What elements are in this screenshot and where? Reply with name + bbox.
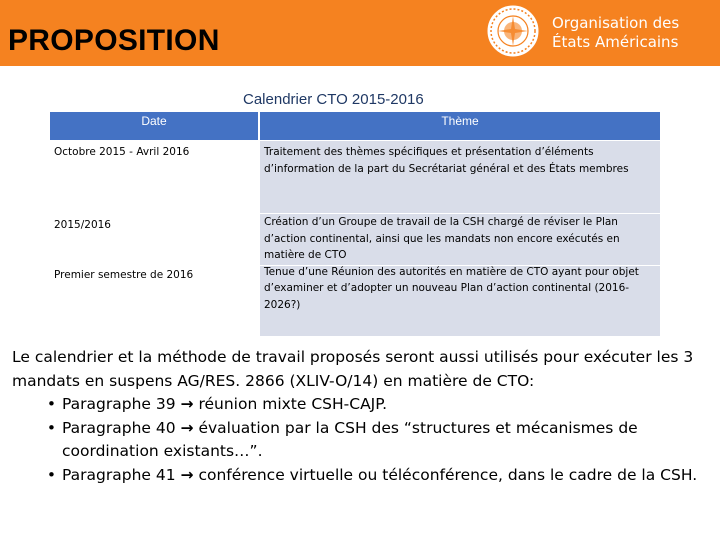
table-cell-theme: Traitement des thèmes spécifiques et présentation d’éléments d’information de la part du Secrétariat général et des États membres — [260, 141, 660, 213]
arrow-right-icon: → — [180, 418, 194, 437]
body-text — [12, 346, 712, 487]
column-header-theme: Thème — [260, 112, 660, 140]
oas-seal-icon — [486, 4, 540, 58]
page-title: PROPOSITION — [8, 24, 220, 57]
column-header-date: Date — [50, 112, 258, 140]
table-cell-date: Octobre 2015 - Avril 2016 — [50, 141, 258, 213]
arrow-right-icon: → — [180, 395, 194, 413]
table-divider — [50, 213, 660, 214]
theme-row3: Tenue d’une Réunion des autorités en matière de CTO ayant pour objet d’examiner et d’adopter un nouveau Plan d’action continental (2016-2026?) — [264, 265, 639, 311]
date-row3: Premier semestre de 2016 — [54, 268, 194, 281]
list-item: • Paragraphe 41 → conférence virtuelle ou téléconférence, dans le cadre de la CSH. — [46, 465, 698, 484]
list-item: • Paragraphe 39 → réunion mixte CSH-CAJP. — [46, 395, 388, 413]
table-divider — [50, 140, 660, 141]
date-row2: 2015/2016 — [54, 219, 111, 231]
list-item: • Paragraphe 40 → évaluation par la CSH des “structures et mécanismes de coordination existants…”. — [46, 418, 638, 460]
organization-name — [552, 14, 679, 52]
table-cell-date — [50, 214, 258, 336]
arrow-right-icon: → — [180, 465, 194, 484]
table-divider — [258, 141, 260, 336]
intro-paragraph: Le calendrier et la méthode de travail proposés seront aussi utilisés pour exécuter les 3 mandats en suspens AG/RES. 2866 (XLIV-O/14) en matière de CTO: — [12, 348, 694, 390]
org-name-line1: Organisation des — [552, 14, 680, 32]
org-name-line2: États Américains — [552, 33, 679, 51]
table-cell-theme — [260, 214, 660, 336]
calendar-title: Calendrier CTO 2015-2016 — [243, 91, 424, 108]
table-divider — [260, 265, 660, 266]
theme-row2: Création d’un Groupe de travail de la CSH chargé de réviser le Plan d’action continental, ainsi que les mandats non encore exécutés en matière de CTO — [264, 216, 620, 261]
